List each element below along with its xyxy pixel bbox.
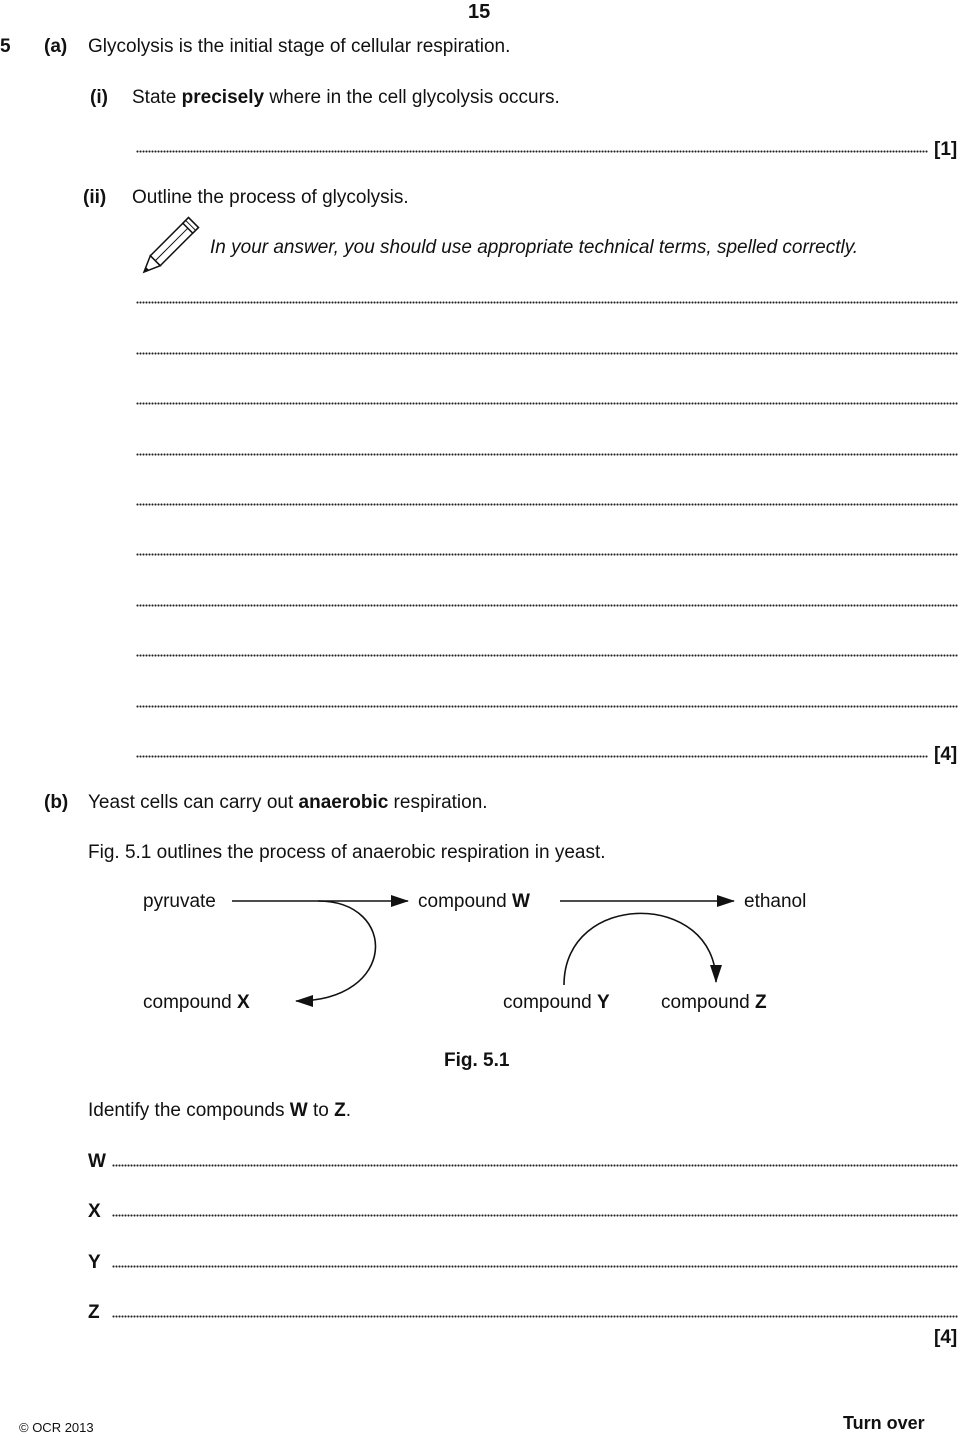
answer-line-a-ii[interactable] [136,503,958,507]
answer-line-a-ii[interactable] [136,705,958,709]
answer-line-w[interactable] [112,1164,958,1168]
answer-label-w: W [88,1151,106,1172]
arrow-y-to-z [564,913,716,985]
answer-line-a-ii[interactable] [136,301,958,305]
answer-line-a-ii[interactable] [136,553,958,557]
node-ethanol: ethanol [744,891,807,912]
part-a-ii-label: (ii) [83,187,107,208]
part-b-label: (b) [44,792,69,813]
node-compound-w: compound W [418,891,530,912]
qwc-note: In your answer, you should use appropriate technical terms, spelled correctly. [210,237,859,258]
part-b-stem: Yeast cells can carry out anaerobic respiration. [88,792,488,813]
part-a-label: (a) [44,36,68,57]
answer-line-a-ii[interactable] [136,755,928,759]
node-compound-x: compound X [143,992,250,1013]
part-a-stem: Glycolysis is the initial stage of cellular respiration. [88,36,511,57]
figure-intro: Fig. 5.1 outlines the process of anaerobic respiration in yeast. [88,842,606,863]
answer-line-a-ii[interactable] [136,604,958,608]
part-a-i-label: (i) [90,87,108,108]
answer-line-a-i[interactable] [136,150,928,154]
copyright: © OCR 2013 [19,1420,94,1435]
answer-line-a-ii[interactable] [136,402,958,406]
answer-line-z[interactable] [112,1315,958,1319]
node-compound-z: compound Z [661,992,767,1013]
marks-b: [4] [934,1327,958,1348]
figure-diagram [0,870,960,1040]
part-a-ii-text: Outline the process of glycolysis. [132,187,409,208]
page-number: 15 [468,1,491,23]
answer-line-y[interactable] [112,1265,958,1269]
pencil-icon [135,206,201,290]
node-compound-y: compound Y [503,992,610,1013]
turn-over: Turn over [843,1413,925,1433]
answer-line-a-ii[interactable] [136,453,958,457]
answer-label-y: Y [88,1252,101,1273]
marks-a-i: [1] [934,139,958,160]
arrow-branch-to-x [296,901,375,1001]
answer-label-x: X [88,1201,101,1222]
answer-line-x[interactable] [112,1214,958,1218]
marks-a-ii: [4] [934,744,958,765]
node-pyruvate: pyruvate [143,891,216,912]
question-number: 5 [0,36,11,57]
figure-caption: Fig. 5.1 [444,1050,510,1071]
part-a-i-text: State precisely where in the cell glycolysis occurs. [132,87,560,108]
answer-line-a-ii[interactable] [136,352,958,356]
answer-line-a-ii[interactable] [136,654,958,658]
answer-label-z: Z [88,1302,100,1323]
identify-instruction: Identify the compounds W to Z. [88,1100,351,1121]
